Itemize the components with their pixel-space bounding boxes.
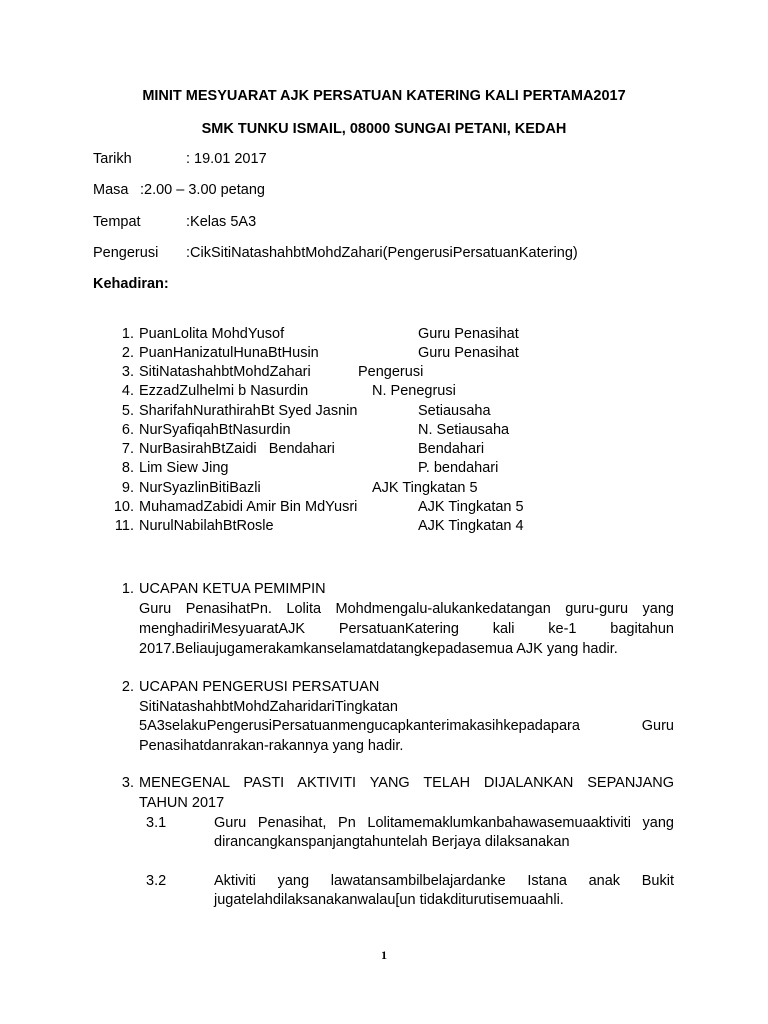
tarikh-label: Tarikh <box>93 151 132 167</box>
attendee-number: 10. <box>113 499 134 515</box>
kehadiran-heading: Kehadiran: <box>93 276 169 292</box>
masa-label: Masa <box>93 182 129 198</box>
page-number: 1 <box>381 948 387 962</box>
attendee-number: 4. <box>121 383 134 399</box>
tarikh-value: : 19.01 2017 <box>186 151 267 167</box>
attendee-name: PuanLolita MohdYusof <box>139 326 285 342</box>
section-heading: UCAPAN PENGERUSI PERSATUAN <box>139 679 380 695</box>
attendee-name: PuanHanizatulHunaBtHusin <box>139 345 319 361</box>
pengerusi-value: :CikSitiNatashahbtMohdZahari(PengerusiPersatuanKatering) <box>186 245 578 261</box>
attendee-name: Lim Siew Jing <box>139 460 229 476</box>
attendee-name: NurBasirahBtZaidi Bendahari <box>139 441 335 457</box>
attendee-number: 7. <box>121 441 134 457</box>
pengerusi-label: Pengerusi <box>93 245 159 261</box>
attendee-name: SharifahNurathirahBt Syed Jasnin <box>139 403 358 419</box>
attendee-name: SitiNatashahbtMohdZahari <box>139 364 311 380</box>
subsection-text-line: jugatelahdilaksanakanwalau[un tidakditurutisemuaahli. <box>214 892 564 908</box>
attendee-role: AJK Tingkatan 5 <box>372 480 478 496</box>
section-number: 3. <box>121 775 134 791</box>
attendee-role: Guru Penasihat <box>418 345 519 361</box>
attendee-number: 8. <box>121 460 134 476</box>
attendee-role: Pengerusi <box>358 364 424 380</box>
attendee-name: NurulNabilahBtRosle <box>139 518 274 534</box>
attendee-name: NurSyazlinBitiBazli <box>139 480 261 496</box>
subsection-text-line: dirancangkanspanjangtahuntelah Berjaya dilaksanakan <box>214 834 570 850</box>
attendee-number: 2. <box>121 345 134 361</box>
attendee-number: 1. <box>121 326 134 342</box>
section-text-line: SitiNatashahbtMohdZaharidariTingkatan <box>139 699 398 715</box>
attendee-role: N. Penegrusi <box>372 383 456 399</box>
subsection-number: 3.2 <box>146 873 167 889</box>
attendee-role: Bendahari <box>418 441 485 457</box>
attendee-role: N. Setiausaha <box>418 422 510 438</box>
attendee-name: NurSyafiqahBtNasurdin <box>139 422 291 438</box>
attendee-number: 6. <box>121 422 134 438</box>
section-heading: MENEGENAL PASTI AKTIVITI YANG TELAH DIJALANKAN SEPANJANG <box>139 775 674 791</box>
attendee-number: 11. <box>114 518 134 534</box>
tempat-label: Tempat <box>93 214 141 230</box>
section-text-line: Penasihatdanrakan-rakannya yang hadir. <box>139 738 404 754</box>
section-text-line: 2017.Beliaujugamerakamkanselamatdatangkepadasemua AJK yang hadir. <box>139 641 618 657</box>
attendee-role: AJK Tingkatan 4 <box>418 518 524 534</box>
section-number: 2. <box>121 679 134 695</box>
attendee-number: 3. <box>121 364 134 380</box>
attendee-name: EzzadZulhelmi b Nasurdin <box>139 383 309 399</box>
attendee-number: 9. <box>121 480 134 496</box>
section-heading: UCAPAN KETUA PEMIMPIN <box>139 581 326 597</box>
attendee-role: Setiausaha <box>418 403 491 419</box>
subsection-text-line: Aktiviti yang lawatansambilbelajardanke Istana anak Bukit <box>214 873 674 889</box>
masa-value: :2.00 – 3.00 petang <box>140 182 265 198</box>
section-text-line: 5A3selakuPengerusiPersatuanmengucapkanterimakasihkepadapara Guru <box>139 718 674 734</box>
subsection-number: 3.1 <box>146 815 167 831</box>
section-number: 1. <box>121 581 134 597</box>
section-heading-cont: TAHUN 2017 <box>139 795 225 811</box>
attendee-role: AJK Tingkatan 5 <box>418 499 524 515</box>
subsection-text-line: Guru Penasihat, Pn Lolitamemaklumkanbahawasemuaaktiviti yang <box>214 815 674 831</box>
tempat-value: :Kelas 5A3 <box>186 214 257 230</box>
attendee-number: 5. <box>121 403 134 419</box>
attendee-name: MuhamadZabidi Amir Bin MdYusri <box>139 499 358 515</box>
attendee-role: Guru Penasihat <box>418 326 519 342</box>
document-title: MINIT MESYUARAT AJK PERSATUAN KATERING KALI PERTAMA2017 <box>142 88 626 104</box>
section-text-line: Guru PenasihatPn. Lolita Mohdmengalu-alukankedatangan guru-guru yang <box>139 601 674 617</box>
section-text-line: menghadiriMesyuaratAJK PersatuanKatering kali ke-1 bagitahun <box>139 621 674 637</box>
attendee-role: P. bendahari <box>418 460 499 476</box>
document-subtitle: SMK TUNKU ISMAIL, 08000 SUNGAI PETANI, KEDAH <box>201 121 567 137</box>
